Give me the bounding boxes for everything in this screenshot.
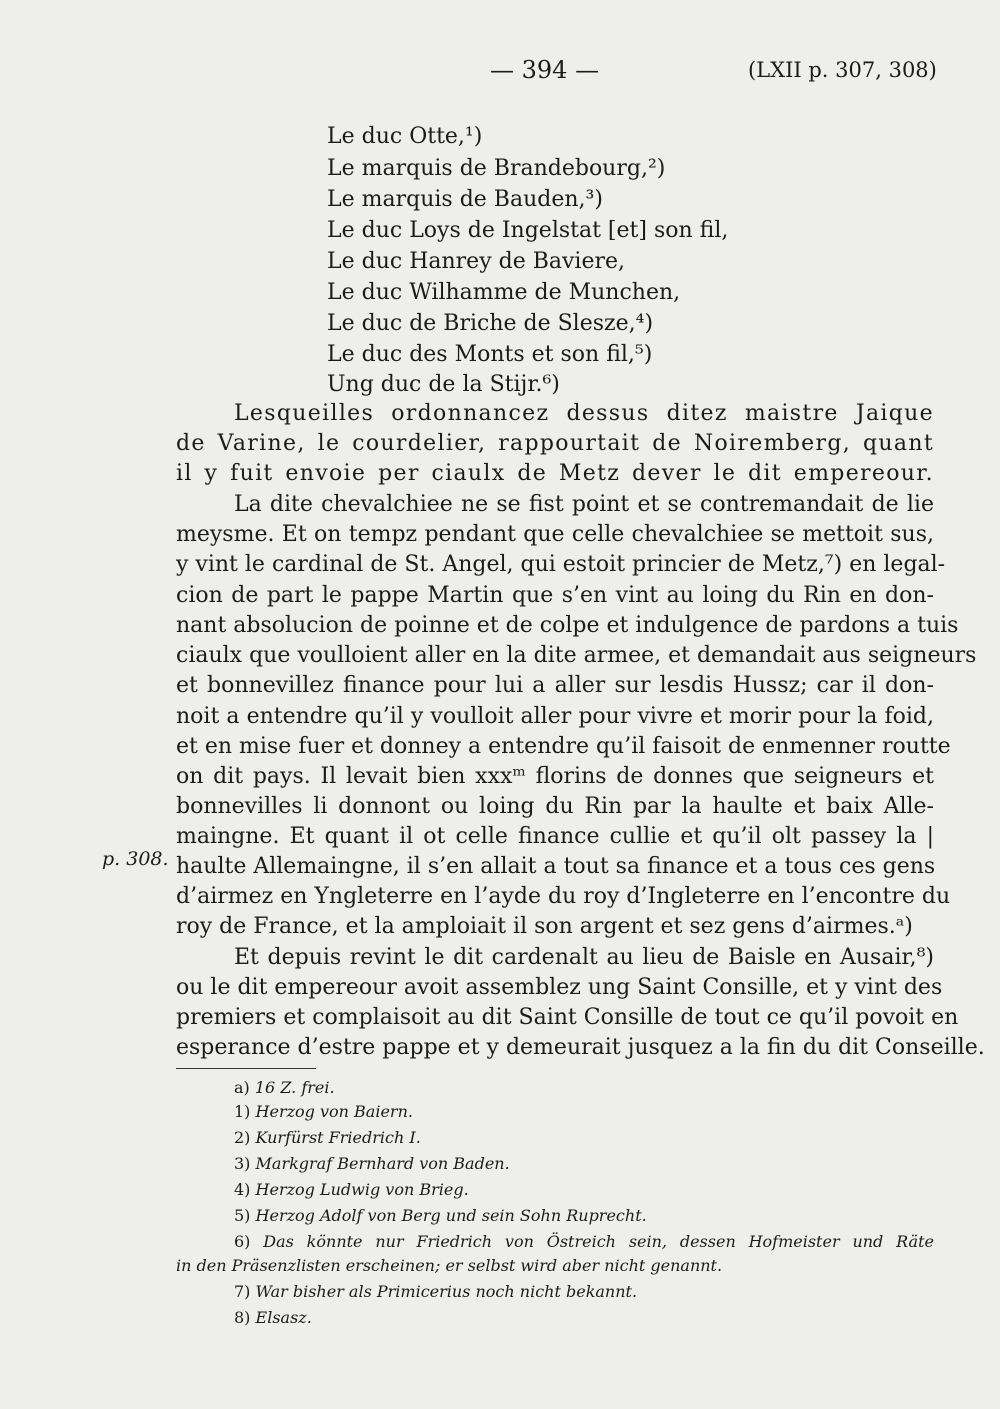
footnote-text: Herzog von Baiern. [255,1102,413,1121]
list-item: Le duc Loys de Ingelstat [et] son fil, [327,218,729,243]
paragraph-line: on dit pays. Il levait bien xxxᵐ florins de donnes que seigneurs et [176,764,934,789]
paragraph-line: d’airmez en Yngleterre en l’ayde du roy d’Ingleterre en l’encontre du [176,884,951,909]
footnote-mark: 3) [234,1154,251,1173]
list-item: Le duc des Monts et son fil,⁵) [327,342,653,367]
paragraph-line: y vint le cardinal de St. Angel, qui estoit princier de Metz,⁷) en legal- [176,552,946,577]
paragraph-line: Et depuis revint le dit cardenalt au lieu de Baisle en Ausair,⁸) [234,945,934,970]
footnote-a [234,1078,335,1097]
paragraph-line: de Varine, le courdelier, rappourtait de Noiremberg, quant [176,431,934,456]
footnote-8 [234,1308,312,1327]
footnote-4 [234,1180,469,1199]
footnote-mark: 4) [234,1180,251,1199]
footnote-text: Elsasz. [255,1308,312,1327]
paragraph-line: nant absolucion de poinne et de colpe et indulgence de pardons a tuis [176,613,959,638]
list-item: Le marquis de Bauden,³) [327,187,603,212]
footnote-mark: 8) [234,1308,251,1327]
paragraph-line: et bonnevillez finance pour lui a aller sur lesdis Hussz; car il don- [176,673,934,698]
marginal-page-note: p. 308. [102,848,169,870]
paragraph-line: haulte Allemaingne, il s’en allait a tout sa finance et a tous ces gens [176,854,936,879]
footnote-mark: 6) [234,1232,251,1251]
footnote-6-continuation: in den Präsenzlisten erscheinen; er selbst wird aber nicht genannt. [176,1256,723,1275]
list-item: Le duc Wilhamme de Munchen, [327,280,681,305]
paragraph-line: La dite chevalchiee ne se fist point et se contremandait de lie [234,492,934,517]
page-number: — 394 — [490,56,600,84]
footnote-5 [234,1206,647,1225]
list-item: Le marquis de Brandebourg,²) [327,156,666,181]
paragraph-line: cion de part le pappe Martin que s’en vint au loing du Rin en don- [176,583,934,608]
footnote-mark: 5) [234,1206,251,1225]
footnote-mark: a) [234,1078,250,1097]
footnote-mark: 1) [234,1102,251,1121]
paragraph-line: maingne. Et quant il ot celle finance cullie et qu’il olt passey la | [176,824,934,849]
footnote-2 [234,1128,421,1147]
footnote-divider [176,1068,316,1069]
footnote-6 [234,1232,934,1251]
footnote-7 [234,1282,637,1301]
footnote-text: Markgraf Bernhard von Baden. [255,1154,510,1173]
footnote-text: Herzog Ludwig von Brieg. [255,1180,469,1199]
footnote-text: Das könnte nur Friedrich von Östreich sein, dessen Hofmeister und Räte [263,1232,934,1251]
footnote-text: Kurfürst Friedrich I. [255,1128,421,1147]
paragraph-line: Lesqueilles ordonnancez dessus ditez maistre Jaique [234,401,934,426]
list-item: Le duc de Briche de Slesze,⁴) [327,311,654,336]
footnote-mark: 2) [234,1128,251,1147]
list-item: Le duc Otte,¹) [327,124,483,149]
paragraph-line: premiers et complaisoit au dit Saint Consille de tout ce qu’il povoit en [176,1005,959,1030]
footnote-text: War bisher als Primicerius noch nicht bekannt. [255,1282,638,1301]
paragraph-line: et en mise fuer et donney a entendre qu’il faisoit de enmenner routte [176,734,951,759]
footnote-3 [234,1154,510,1173]
list-item: Ung duc de la Stijr.⁶) [327,372,560,397]
footnote-text: 16 Z. frei. [254,1078,335,1097]
paragraph-line: ou le dit empereour avoit assemblez ung Saint Consille, et y vint des [176,975,943,1000]
paragraph-line: ciaulx que voulloient aller en la dite armee, et demandait aus seigneurs [176,643,977,668]
paragraph-line: il y fuit envoie per ciaulx de Metz dever le dit empereour. [176,461,934,486]
footnote-text: Herzog Adolf von Berg und sein Sohn Ruprecht. [255,1206,647,1225]
footnote-1 [234,1102,413,1121]
list-item: Le duc Hanrey de Baviere, [327,249,626,274]
paragraph-line: bonnevilles li donnont ou loing du Rin par la haulte et baix Alle- [176,794,934,819]
paragraph-line: noit a entendre qu’il y voulloit aller pour vivre et morir pour la foid, [176,704,934,729]
paragraph-line: esperance d’estre pappe et y demeurait jusquez a la fin du dit Conseille. [176,1035,985,1060]
paragraph-line: roy de France, et la amploiait il son argent et sez gens d’airmes.ᵃ) [176,914,913,939]
footnote-mark: 7) [234,1282,251,1301]
page-reference: (LXII p. 307, 308) [748,58,937,82]
paragraph-line: meysme. Et on tempz pendant que celle chevalchiee se mettoit sus, [176,522,934,547]
